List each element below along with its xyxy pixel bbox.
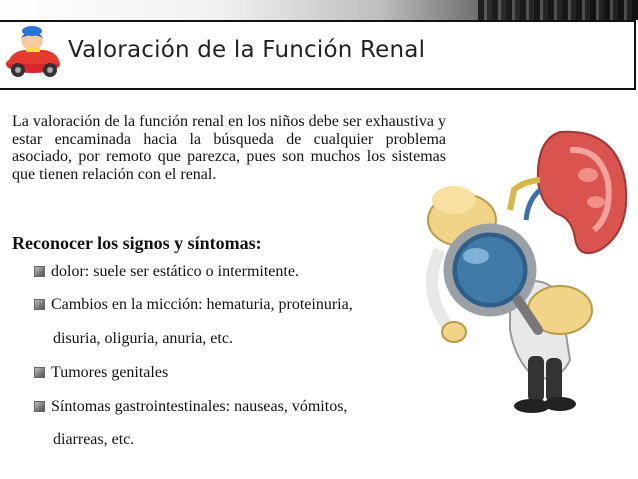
bullet-item [34,365,168,381]
kidney-illustration [510,132,626,253]
bullet-square-icon [34,367,45,378]
bullet-item [34,399,347,415]
header-stripes [478,0,638,20]
signs-heading: Reconocer los signos y síntomas: [12,233,262,253]
bullet-item [34,264,299,280]
bullet-square-icon [34,299,45,310]
bullet-item [34,297,353,313]
bullet-continuation: disuria, oliguria, anuria, etc. [53,330,233,347]
slide-header [0,0,638,92]
kidney-magnifying-glass-figure [410,120,638,420]
bullet-continuation: diarreas, etc. [53,431,135,448]
bullet-square-icon [34,266,45,277]
bullet-text: Síntomas gastrointestinales: nauseas, vómitos, [51,398,348,415]
bullet-square-icon [34,401,45,412]
intro-paragraph: La valoración de la función renal en los niños debe ser exhaustiva y estar encaminada hacia la búsqueda de cualquier problema asociado, por remoto que parezca, pues son muchos los sistemas que tienen relación con el renal. [12,113,446,183]
bullet-text: Cambios en la micción: hematuria, proteinuria, [51,296,353,313]
bullet-text: Tumores genitales [51,364,169,381]
bullet-text: dolor: suele ser estático o intermitente. [51,263,299,280]
slide-title: Valoración de la Función Renal [68,37,426,63]
toy-car-icon [2,18,64,80]
